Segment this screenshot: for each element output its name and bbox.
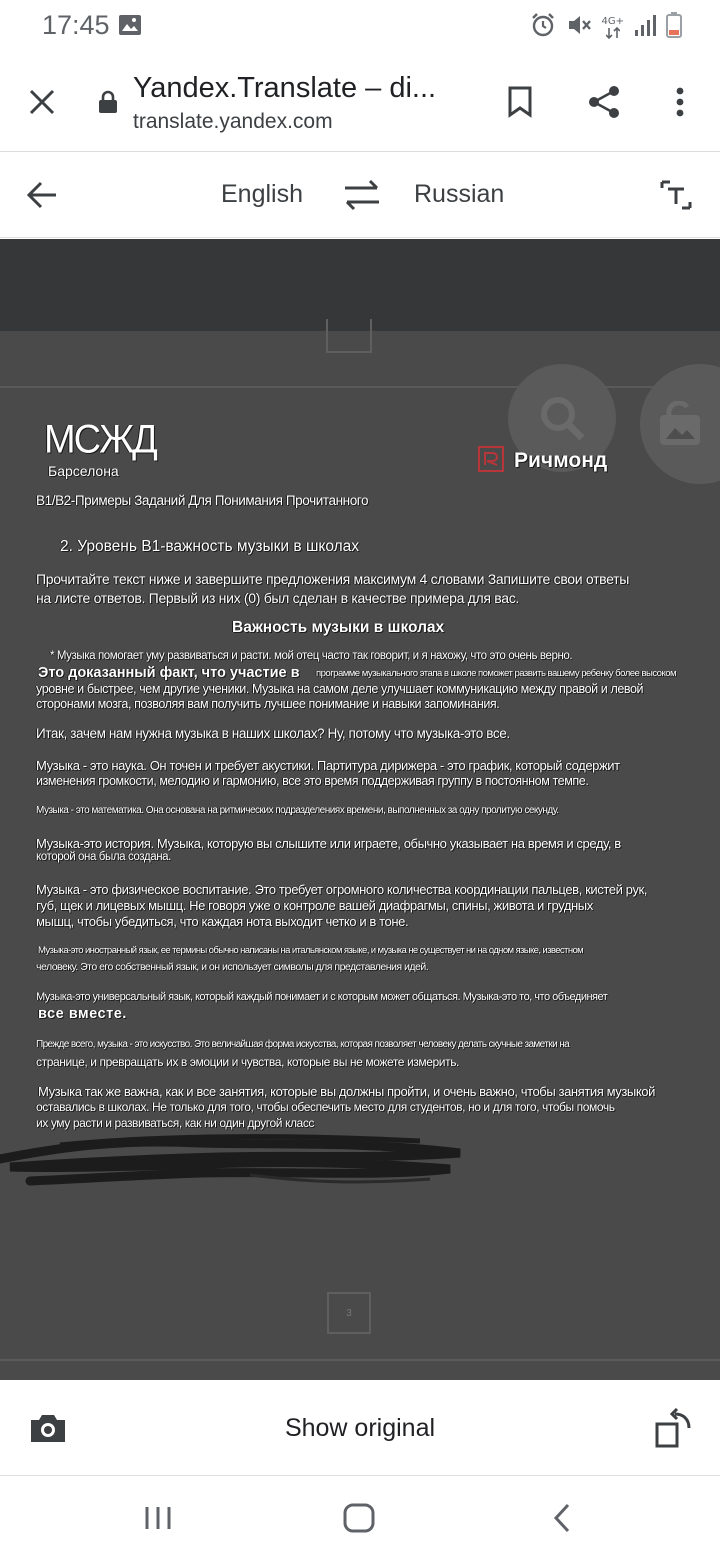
- status-bar: [0, 0, 720, 56]
- system-back-button[interactable]: [540, 1498, 584, 1538]
- translated-document: [0, 239, 720, 1380]
- close-button[interactable]: [22, 80, 62, 124]
- search-icon: [537, 393, 587, 443]
- paragraph-9-line-1: Прежде всего, музыка - это искусство. Это величайшая форма искусства, которая позволяет человеку делать скучные заметки на: [36, 1039, 570, 1050]
- brand-subtitle: Барселона: [48, 463, 119, 479]
- paragraph-1-line-2a: Это доказанный факт, что участие в: [38, 665, 300, 681]
- swap-languages-button[interactable]: [340, 174, 384, 216]
- swap-icon: [343, 179, 381, 211]
- bookmark-icon: [507, 86, 533, 118]
- share-button[interactable]: [584, 80, 624, 124]
- recent-apps-button[interactable]: [136, 1498, 180, 1538]
- page-title[interactable]: Yandex.Translate – di...: [133, 72, 437, 104]
- signal-icon: [634, 13, 656, 42]
- network-indicator: [602, 17, 625, 39]
- recent-apps-icon: [144, 1505, 172, 1531]
- browser-toolbar: [0, 56, 720, 152]
- instructions-line-1: Прочитайте текст ниже и завершите предложения максимум 4 словами Запишите свои ответы: [36, 571, 630, 587]
- back-button[interactable]: [22, 174, 62, 216]
- paragraph-3-line-1: Музыка - это наука. Он точен и требует акустики. Партитура дирижера - это график, который содержит: [36, 758, 620, 773]
- document-bottom-divider: [0, 1359, 720, 1361]
- paragraph-5-line-2: которой она была создана.: [36, 851, 171, 863]
- article-heading: Важность музыки в школах: [232, 619, 445, 636]
- page-marker-label: 3: [346, 1307, 352, 1319]
- network-label: 4G+: [601, 15, 624, 27]
- source-language[interactable]: English: [221, 180, 303, 208]
- page-marker: [327, 1292, 371, 1334]
- home-icon: [343, 1503, 375, 1533]
- image-icon: [118, 14, 142, 41]
- paragraph-8-line-2: все вместе.: [38, 1006, 127, 1022]
- brand-logo: МСЖД: [44, 417, 156, 463]
- paragraph-6-line-1: Музыка - это физическое воспитание. Это требует огромного количества координации пальцев, кистей рук,: [36, 882, 647, 897]
- text-mode-icon: [660, 180, 692, 210]
- section-title: 2. Уровень B1-важность музыки в школах: [60, 538, 360, 555]
- instructions-line-2: на листе ответов. Первый из них (0) был сделан в качестве примера для вас.: [36, 590, 520, 606]
- close-icon: [29, 89, 55, 115]
- paragraph-1-line-4: сторонами мозга, позволяя вам получить лучшее понимание и навыки запоминания.: [36, 697, 500, 711]
- document-decoration: [326, 319, 372, 353]
- image-lock-icon: [657, 401, 703, 447]
- lock-icon: [98, 90, 118, 119]
- publisher-logo-icon: [478, 446, 504, 472]
- paragraph-2: Итак, зачем нам нужна музыка в наших школах? Ну, потому что музыка-это все.: [36, 726, 510, 741]
- show-original-button[interactable]: Show original: [284, 1414, 436, 1442]
- target-language[interactable]: Russian: [414, 180, 505, 208]
- paragraph-10-line-1: Музыка так же важна, как и все занятия, которые вы должны пройти, и очень важно, чтобы занятия музыкой: [38, 1084, 656, 1099]
- paragraph-10-line-3: их уму расти и развиваться, как ни один другой класс: [36, 1116, 315, 1130]
- document-header-band: [0, 239, 720, 331]
- back-icon: [552, 1503, 572, 1533]
- rotate-icon: [655, 1408, 693, 1448]
- paragraph-9-line-2: странице, и превращать их в эмоции и чувства, которые вы не можете измерить.: [36, 1055, 459, 1069]
- alarm-icon: [530, 12, 556, 43]
- document-subtitle: B1/B2-Примеры Заданий Для Понимания Прочитанного: [36, 493, 369, 508]
- paragraph-1-line-2b: программе музыкального этапа в школе поможет развить вашему ребенку более высоком: [316, 668, 677, 679]
- image-tool-button[interactable]: [640, 364, 720, 484]
- more-vert-icon: [676, 87, 684, 117]
- home-button[interactable]: [337, 1498, 381, 1538]
- handwritten-scribble: [0, 1119, 470, 1199]
- bookmark-button[interactable]: [500, 80, 540, 124]
- paragraph-10-line-2: оставались в школах. Не только для того, чтобы обеспечить место для студентов, но и для того, чтобы помочь: [36, 1100, 615, 1114]
- paragraph-3-line-2: изменения громкости, мелодию и гармонию, все это время поддерживая группу в постоянном темпе.: [36, 774, 589, 788]
- rotate-button[interactable]: [652, 1406, 696, 1450]
- status-time: 17:45: [42, 10, 110, 40]
- translate-bar: [0, 152, 720, 238]
- paragraph-7-line-2: человеку. Это его собственный язык, и он использует символы для представления идей.: [36, 961, 429, 973]
- text-mode-button[interactable]: [654, 174, 698, 216]
- paragraph-6-line-2: губ, щек и лицевых мышц. Не говоря уже о контроле вашей диафрагмы, спины, живота и грудных: [36, 898, 593, 913]
- paragraph-7-line-1: Музыка-это иностранный язык, ее термины обычно написаны на итальянском языке, и музыка не существует ни на одном языке, известном: [38, 945, 584, 956]
- more-options-button[interactable]: [660, 80, 700, 124]
- paragraph-5-line-1: Музыка-это история. Музыка, которую вы слышите или играете, обычно указывает на время и среду, в: [36, 836, 621, 851]
- mute-icon: [566, 12, 592, 43]
- paragraph-1-line-1: * Музыка помогает уму развиваться и расти. мой отец часто так говорит, и я нахожу, что это очень верно.: [50, 650, 573, 662]
- paragraph-4: Музыка - это математика. Она основана на ритмических подразделениях времени, выполненных за одну пролитую секунду.: [36, 805, 559, 816]
- arrow-back-icon: [26, 181, 58, 209]
- navigation-bar: [0, 1476, 720, 1560]
- battery-icon: [666, 12, 682, 43]
- status-icons: [530, 12, 683, 43]
- action-bar: [0, 1380, 720, 1476]
- page-url[interactable]: translate.yandex.com: [133, 110, 333, 133]
- document-divider: [0, 386, 720, 388]
- paragraph-1-line-3: уровне и быстрее, чем другие ученики. Музыка на самом деле улучшает коммуникацию между правой и левой: [36, 682, 644, 696]
- share-icon: [587, 85, 621, 119]
- paragraph-6-line-3: мышц, чтобы убедиться, что каждая нота выходит четко и в тоне.: [36, 914, 409, 929]
- publisher-name: Ричмонд: [514, 449, 608, 472]
- paragraph-8-line-1: Музыка-это универсальный язык, который каждый понимает и с которым может общаться. Музыка-это то, что объединяет: [36, 991, 608, 1003]
